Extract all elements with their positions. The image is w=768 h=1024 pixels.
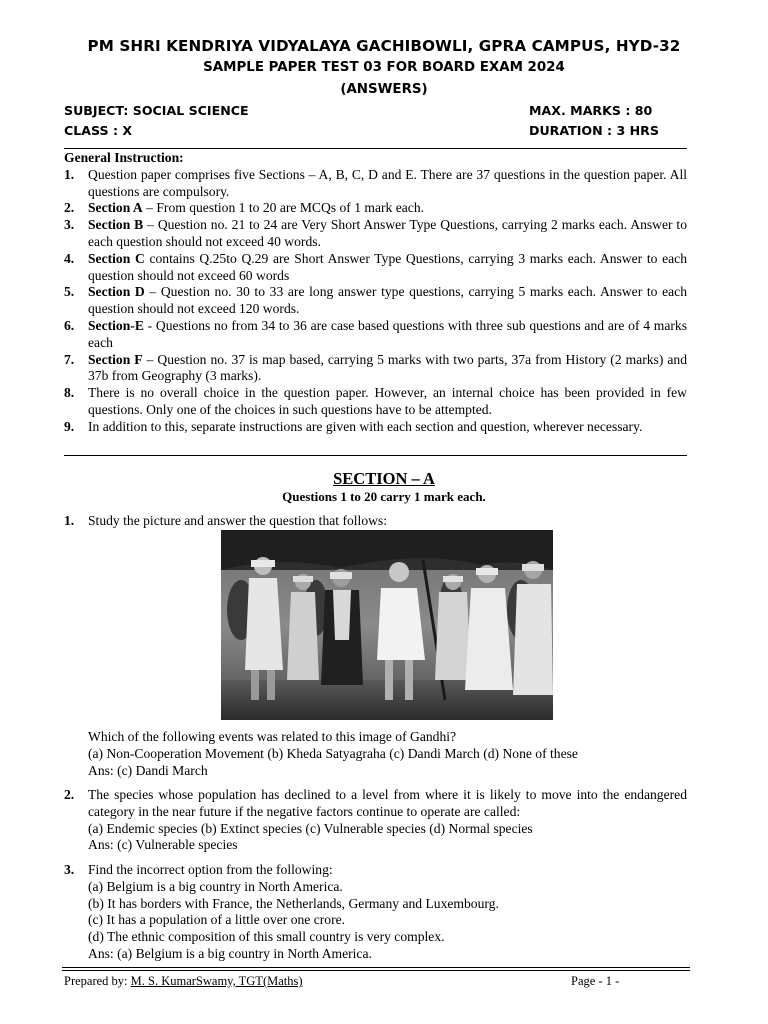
option-a: (a) Belgium is a big country in North America. [88, 878, 343, 894]
footer-rule-thin [62, 970, 690, 971]
question-1 [64, 513, 687, 530]
max-marks-label: MAX. MARKS : 80 [529, 103, 653, 118]
class-label: CLASS : X [64, 123, 133, 138]
question-prompt: Study the picture and answer the question that follows: [88, 513, 388, 528]
question-options: (a) Endemic species (b) Extinct species (c) Vulnerable species (d) Normal species [88, 820, 533, 836]
question-2 [64, 787, 687, 854]
general-instructions [64, 150, 687, 436]
instruction-item: 4. Section C contains Q.25to Q.29 are Short Answer Type Questions, carrying 3 marks each. Answer to each question should not exceed 60 words [64, 250, 687, 283]
question-answer: Ans: (a) Belgium is a big country in North America. [88, 945, 372, 961]
option-b: (b) It has borders with France, the Netherlands, Germany and Luxembourg. [88, 895, 499, 911]
question-number: 2. [64, 787, 75, 802]
question-3 [64, 862, 687, 963]
section-title: SECTION – A [333, 469, 435, 488]
gandhi-dandi-march-photo [221, 530, 553, 720]
instruction-item: 3. Section B – Question no. 21 to 24 are Very Short Answer Type Questions, carrying 2 marks each. Answer to each question should not exceed 40 words. [64, 217, 687, 249]
question-text: The species whose population has declined to a level from where it is likely to move into the endangered category in the near future if the negative factors continue to operate are called: [88, 787, 687, 819]
footer-prepared-by: Prepared by: M. S. KumarSwamy, TGT(Maths) [64, 974, 303, 988]
question-answer: Ans: (c) Vulnerable species [88, 837, 238, 853]
instruction-item: 6. Section-E - Questions no from 34 to 36 are case based questions with three sub questions and are of 4 marks each [64, 317, 687, 350]
duration-label: DURATION : 3 HRS [529, 123, 659, 138]
question-number: 3. [64, 862, 75, 877]
question-answer: Ans: (c) Dandi March [88, 762, 208, 778]
instruction-item: 1. Question paper comprises five Sections – A, B, C, D and E. There are 37 questions in the question paper. All questions are compulsory. [64, 166, 687, 199]
question-text: Which of the following events was related to this image of Gandhi? [88, 729, 457, 744]
school-name: PM SHRI KENDRIYA VIDYALAYA GACHIBOWLI, GPRA CAMPUS, HYD-32 [87, 37, 681, 55]
question-options: (a) Non-Cooperation Movement (b) Kheda Satyagraha (c) Dandi March (d) None of these [88, 745, 578, 761]
option-c: (c) It has a population of a little over one crore. [88, 912, 346, 928]
author-name: M. S. KumarSwamy, TGT(Maths) [130, 974, 303, 988]
photo-image [221, 530, 553, 720]
instruction-item: 2. Section A – From question 1 to 20 are MCQs of 1 mark each. [64, 200, 425, 216]
divider-bottom [64, 455, 687, 456]
question-1-body [64, 729, 687, 779]
answers-label: (ANSWERS) [340, 82, 428, 97]
divider-top [64, 148, 687, 149]
question-text: Find the incorrect option from the following: [88, 862, 333, 877]
section-subtitle: Questions 1 to 20 carry 1 mark each. [282, 489, 486, 504]
subject-label: SUBJECT: SOCIAL SCIENCE [64, 103, 249, 118]
instruction-item: 5. Section D – Question no. 30 to 33 are long answer type questions, carrying 5 marks each. Answer to each question should not exceed 120 words. [64, 284, 687, 317]
instruction-item: 7. Section F – Question no. 37 is map based, carrying 5 marks with two parts, 37a from History (2 marks) and 37b from Geography (3 marks). [64, 351, 687, 384]
instructions-title: General Instruction: [64, 150, 184, 165]
footer-rule [62, 967, 690, 968]
footer-page-number: Page - 1 - [571, 974, 620, 988]
option-d: (d) The ethnic composition of this small country is very complex. [88, 929, 445, 945]
question-number: 1. [64, 513, 75, 528]
test-title: SAMPLE PAPER TEST 03 FOR BOARD EXAM 2024 [203, 60, 565, 75]
instruction-item: 8. There is no overall choice in the question paper. However, an internal choice has been provided in few questions. Only one of the choices in such questions have to be attempted. [64, 385, 687, 417]
instruction-item: 9. In addition to this, separate instructions are given with each section and question, wherever necessary. [64, 418, 643, 434]
